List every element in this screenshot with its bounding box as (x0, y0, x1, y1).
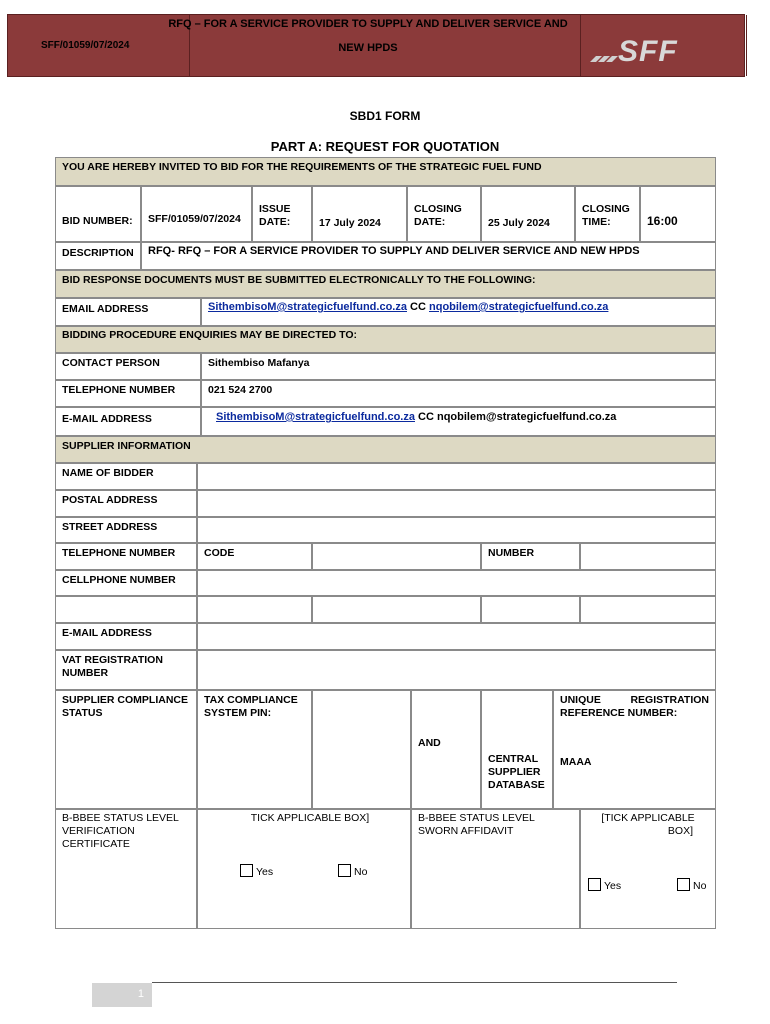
bbbee-cert-line2: VERIFICATION (62, 825, 135, 838)
supplier-heading: SUPPLIER INFORMATION (55, 436, 716, 463)
bbbee-aff-yes-label: Yes (604, 880, 622, 892)
contact-person-value: Sithembiso Mafanya (201, 353, 716, 380)
closing-time-label-line2: TIME: (582, 216, 611, 229)
bid-number-value: SFF/01059/07/2024 (141, 186, 252, 242)
header-title (156, 15, 581, 76)
bbbee-cert-no-label: No (354, 866, 368, 878)
tax-pin-label (197, 690, 312, 809)
telephone-number-label: NUMBER (481, 543, 580, 570)
submission-heading: BID RESPONSE DOCUMENTS MUST BE SUBMITTED ELECTRONICALLY TO THE FOLLOWING: (55, 270, 716, 298)
sff-logo-graphic (580, 15, 746, 76)
bbbee-aff-no-label: No (693, 880, 707, 892)
issue-date-label (252, 186, 312, 242)
bbbee-cert-tick-label: TICK APPLICABLE BOX] (250, 812, 370, 824)
bbbee-cert-yes-checkbox[interactable] (240, 864, 253, 877)
invitation-row: YOU ARE HEREBY INVITED TO BID FOR THE REQUIREMENTS OF THE STRATEGIC FUEL FUND (55, 157, 716, 186)
enquiries-email-link[interactable]: SithembisoM@strategicfuelfund.co.za (216, 411, 415, 423)
enquiries-phone-value: 021 524 2700 (201, 380, 716, 407)
fax-code-field[interactable] (312, 596, 481, 623)
bbbee-affidavit-line2: SWORN AFFIDAVIT (418, 825, 514, 838)
page-number: 1 (92, 983, 152, 1007)
bbbee-aff-no-checkbox[interactable] (677, 878, 690, 891)
submission-email-value (201, 298, 716, 326)
tax-pin-label-line2: SYSTEM PIN: (204, 707, 272, 720)
csd-label-line2: SUPPLIER (488, 766, 541, 779)
bbbee-cert-no-option[interactable] (338, 864, 367, 879)
fax-code-blank[interactable] (197, 596, 312, 623)
bbbee-affidavit-label (411, 809, 580, 929)
fax-number-field[interactable] (580, 596, 716, 623)
vat-label (55, 650, 197, 690)
bidder-name-label: NAME OF BIDDER (55, 463, 197, 490)
vat-label-line2: NUMBER (62, 667, 109, 680)
enquiries-cc: CC nqobilem@strategicfuelfund.co.za (418, 411, 617, 423)
supplier-email-field[interactable] (197, 623, 716, 650)
footer-rule (152, 982, 677, 983)
bbbee-certificate-label (55, 809, 197, 929)
postal-address-label: POSTAL ADDRESS (55, 490, 197, 517)
telephone-label: TELEPHONE NUMBER (55, 543, 197, 570)
vat-label-line1: VAT REGISTRATION (62, 654, 163, 666)
street-address-label: STREET ADDRESS (55, 517, 197, 543)
csd-label-line1: CENTRAL (488, 753, 539, 765)
fax-blank-label (55, 596, 197, 623)
tax-pin-label-line1: TAX COMPLIANCE (204, 694, 298, 706)
cellphone-label: CELLPHONE NUMBER (55, 570, 197, 596)
header-reference: SFF/01059/07/2024 (8, 15, 190, 76)
submission-email-link-1[interactable]: SithembisoM@strategicfuelfund.co.za (208, 301, 407, 313)
cellphone-field[interactable] (197, 570, 716, 596)
street-address-field[interactable] (197, 517, 716, 543)
description-value: RFQ- RFQ – FOR A SERVICE PROVIDER TO SUPPLY AND DELIVER SERVICE AND NEW HPDS (141, 242, 716, 270)
bbbee-cert-yes-option[interactable] (240, 864, 273, 879)
bbbee-cert-line1: B-BBEE STATUS LEVEL (62, 812, 179, 824)
enquiries-heading: BIDDING PROCEDURE ENQUIRIES MAY BE DIRECTED TO: (55, 326, 716, 353)
bid-number-label: BID NUMBER: (55, 186, 141, 242)
supplier-email-label: E-MAIL ADDRESS (55, 623, 197, 650)
sff-logo (580, 15, 747, 76)
closing-date-label-line2: DATE: (414, 216, 446, 229)
bbbee-aff-yes-checkbox[interactable] (588, 878, 601, 891)
closing-time-label (575, 186, 640, 242)
unique-reference (553, 690, 716, 809)
unique-reference-label-line1: UNIQUE REGISTRATION (560, 694, 709, 706)
issue-date-label-line1: ISSUE (259, 203, 291, 215)
contact-person-label: CONTACT PERSON (55, 353, 201, 380)
postal-address-field[interactable] (197, 490, 716, 517)
form-title: SBD1 FORM (349, 109, 421, 123)
header-title-line2: NEW HPDS (338, 42, 398, 54)
csd-label (481, 690, 553, 809)
issue-date-label-line2: DATE: (259, 216, 291, 229)
bbbee-cert-line3: CERTIFICATE (62, 838, 130, 851)
compliance-label-line1: SUPPLIER COMPLIANCE (62, 694, 189, 706)
telephone-number-field[interactable] (580, 543, 716, 570)
document-header (7, 14, 745, 77)
enquiries-email-label: E-MAIL ADDRESS (55, 407, 201, 436)
closing-date-value: 25 July 2024 (481, 186, 575, 242)
vat-field[interactable] (197, 650, 716, 690)
bbbee-aff-no-option[interactable] (677, 878, 706, 893)
closing-date-label (407, 186, 481, 242)
fax-number-blank[interactable] (481, 596, 580, 623)
sff-logo-text: SFF (618, 35, 678, 68)
enquiries-phone-label: TELEPHONE NUMBER (55, 380, 201, 407)
bbbee-cert-yes-label: Yes (256, 866, 274, 878)
part-title: PART A: REQUEST FOR QUOTATION (270, 139, 500, 154)
csd-label-line3: DATABASE (488, 779, 545, 792)
submission-email-label: EMAIL ADDRESS (55, 298, 201, 326)
telephone-code-label: CODE (197, 543, 312, 570)
submission-cc: CC (410, 301, 426, 313)
telephone-code-field[interactable] (312, 543, 481, 570)
closing-time-label-line1: CLOSING (582, 203, 630, 215)
bbbee-aff-tick-label-2: BOX] (667, 825, 693, 838)
enquiries-email-value (201, 407, 716, 436)
bbbee-cert-no-checkbox[interactable] (338, 864, 351, 877)
description-label: DESCRIPTION (55, 242, 141, 270)
header-title-line1: RFQ – FOR A SERVICE PROVIDER TO SUPPLY AND DELIVER SERVICE AND (168, 18, 568, 30)
closing-time-value: 16:00 (640, 186, 716, 242)
maaa-prefix: MAAA (560, 756, 592, 769)
unique-reference-label-line2: REFERENCE NUMBER: (560, 707, 678, 720)
bbbee-affidavit-line1: B-BBEE STATUS LEVEL (418, 812, 535, 824)
bbbee-aff-yes-option[interactable] (588, 878, 621, 893)
submission-email-link-2[interactable]: nqobilem@strategicfuelfund.co.za (429, 301, 609, 313)
tax-pin-field[interactable] (312, 690, 411, 809)
bbbee-certificate-tick (197, 809, 411, 929)
issue-date-value: 17 July 2024 (312, 186, 407, 242)
compliance-label (55, 690, 197, 809)
bidder-name-field[interactable] (197, 463, 716, 490)
bbbee-aff-tick-label-1: [TICK APPLICABLE (601, 812, 695, 824)
compliance-label-line2: STATUS (62, 707, 103, 720)
closing-date-label-line1: CLOSING (414, 203, 462, 215)
bbbee-affidavit-tick (580, 809, 716, 929)
and-label: AND (411, 690, 481, 809)
